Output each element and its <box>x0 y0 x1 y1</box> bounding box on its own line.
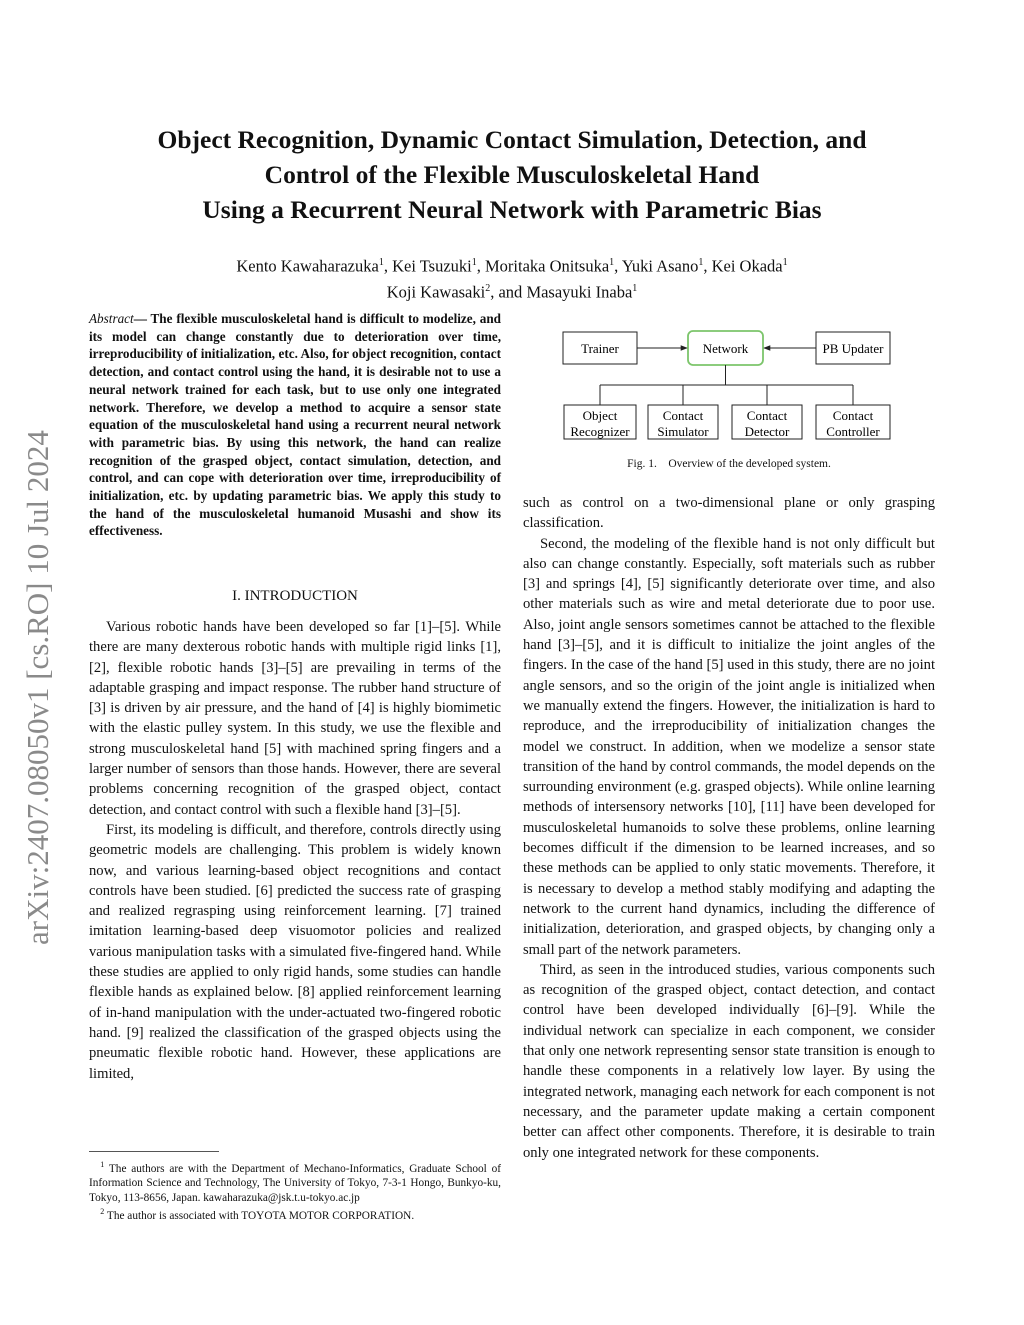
author-separator: , and <box>490 282 527 301</box>
contact-detector-label-1: Contact <box>746 408 788 423</box>
abstract-text: The flexible musculoskeletal hand is difficult to modelize, and its model can change constantly due to deterioration over time, irreproducibility of initialization, etc. Also, for object recognition, contact detection, and contact control using the hand, it is desirable not to use a neural network trained for each task, but to use only one integrated network. Therefore, we develop a method to acquire a sensor state equation of the musculoskeletal hand using a recurrent neural network with parametric bias. By using this network, the hand can realize recognition of the grasped object, contact simulation, detection, and control, and can cope with deterioration over time, irreproducibility of initialization, etc. by updating parametric bias. We apply this study to the hand of the musculoskeletal humanoid Musashi and show its effectiveness. <box>89 311 502 539</box>
author-name: Koji Kawasaki <box>386 282 486 301</box>
arxiv-identifier: arXiv:2407.08050v1 [cs.RO] 10 Jul 2024 <box>20 430 55 945</box>
author-affiliation-mark: 1 <box>632 282 638 294</box>
author-affiliation-mark: 2 <box>485 282 491 294</box>
author-name: Yuki Asano <box>621 256 699 276</box>
author-affiliation-mark: 1 <box>378 257 384 268</box>
figure-caption: Fig. 1. Overview of the developed system. <box>627 458 831 470</box>
contact-controller-label-1: Contact <box>832 408 874 423</box>
author-name: Masayuki Inaba <box>526 282 633 301</box>
author-name: Moritaka Onitsuka <box>484 256 610 276</box>
author-separator: , <box>476 256 485 276</box>
title-line-2: Control of the Flexible Musculoskeletal Hand <box>264 160 760 189</box>
author-line-2 <box>90 278 934 304</box>
footnote-2-text: The author is associated with TOYOTA MOTOR CORPORATION. <box>106 1209 415 1222</box>
trainer-label: Trainer <box>581 341 619 356</box>
contact-simulator-label-1: Contact <box>662 408 704 423</box>
right-paragraph-1: such as control on a two-dimensional plane or only grasping classification. <box>523 495 935 532</box>
contact-controller-label-2: Controller <box>826 424 880 439</box>
section-heading: I. INTRODUCTION <box>232 588 358 604</box>
intro-paragraph-1: Various robotic hands have been developed so far [1]–[5]. While there are many dexterous robotic hands with multiple rigid links [1], [2], flexible robotic hands [3]–[5] are prevailing in terms of the adaptable grasping and impact response. The rubber hand structure of [3] is driven by air pressure, and the hand of [4] is highly biomimetic with the elastic pulley system. In this study, we use the flexible and strong musculoskeletal hand [5] with machined spring fingers and a larger number of sensors than those hands. However, there are several problems concerning recognition of the grasped object, contact detection, and contact control with such a flexible hand [3]–[5]. <box>89 619 501 818</box>
contact-detector-label-2: Detector <box>744 424 790 439</box>
left-column-body <box>89 617 501 1084</box>
author-name: Kei Okada <box>711 256 783 276</box>
author-separator: , <box>383 256 393 276</box>
footnote-rule <box>89 1151 219 1152</box>
abstract <box>89 310 501 540</box>
object-recognizer-label-2: Recognizer <box>570 424 630 439</box>
right-paragraph-3: Third, as seen in the introduced studies, various components such as recognition of the grasped object, contact detection, and contact control have been developed individually [6]–[9]. While the individual network can specialize in each component, we consider that only one network representing sensor state transition is enough to handle these components in a relatively low layer. By using the integrated network, managing each network for each component is not necessary, and the parameter update making a certain component better can affect other components. Therefore, it is desirable to train only one integrated network for these components. <box>523 961 935 1161</box>
network-label: Network <box>702 341 749 356</box>
footnote-2 <box>89 1205 501 1223</box>
footnote-1-mark: 1 <box>100 1160 105 1169</box>
author-name: Kei Tsuzuki <box>392 256 472 276</box>
author-affiliation-mark: 1 <box>471 257 477 268</box>
author-separator: , <box>614 256 622 276</box>
footnote-1-text: The authors are with the Department of Mechano-Informatics, Graduate School of Information Science and Technology, The University of Tokyo, 7-3-1 Hongo, Bunkyo-ku, Tokyo, 113-8656, Japan. kawaharazuka@jsk.t.u-tokyo.ac.jp <box>89 1162 502 1204</box>
footnotes <box>89 1158 501 1223</box>
author-affiliation-mark: 1 <box>698 257 704 268</box>
object-recognizer-label-1: Object <box>582 408 618 423</box>
paper-title <box>90 122 934 227</box>
system-overview-diagram <box>560 325 900 445</box>
author-list <box>90 252 934 303</box>
footnote-1 <box>89 1158 501 1205</box>
title-line-3: Using a Recurrent Neural Network with Parametric Bias <box>202 195 822 224</box>
contact-simulator-label-2: Simulator <box>657 424 709 439</box>
right-paragraph-2: Second, the modeling of the flexible hand is not only difficult but also can change constantly. Especially, soft materials such as rubber [3] and springs [4], [5] significantly deteriorate over time, and also other materials such as wire and metal deteriorate due to poor use. Also, joint angle sensors sometimes cannot be attached to the flexible hand [3]–[5], and it is difficult to initialize the joint angles of the fingers. In the case of the hand [5] used in this study, there are no joint angle sensors, and so the origin of the joint angle is initialized when we manually extend the fingers. However, the initialization is hard to reproduce, and the irreproducibility of initialization changes the model we construct. In addition, when we modelize a sensor state transition of the hand by control commands, the model depends on the surrounding environment (e.g. grasped objects). While online learning methods of intersensory networks [10], [11] have been developed for musculoskeletal humanoids to solve these problems, online learning becomes difficult if the dimension to be learned increases, and so these methods can be applied to only static movements. Therefore, it is necessary to develop a method stably modifying and adapting the network to the current hand dynamics, including the difference of initialization, deterioration, and grasped objects, by changing only a small part of the network parameters. <box>523 535 935 958</box>
author-line-1 <box>90 252 934 278</box>
author-name: Kento Kawaharazuka <box>236 256 379 276</box>
abstract-label: Abstract <box>89 311 134 326</box>
abstract-dash: — <box>133 311 151 326</box>
title-line-1: Object Recognition, Dynamic Contact Simulation, Detection, and <box>157 125 867 154</box>
author-affiliation-mark: 1 <box>609 257 615 268</box>
footnote-2-mark: 2 <box>100 1206 105 1216</box>
author-affiliation-mark: 1 <box>782 257 788 268</box>
pb-updater-label: PB Updater <box>822 341 884 356</box>
intro-paragraph-2: First, its modeling is difficult, and therefore, controls directly using geometric models are challenging. This problem is widely known now, and various learning-based object recognitions and contact controls have been studied. [6] predicted the success rate of grasping and realized regrasping using reinforcement learning. [7] trained imitation learning-based deep visuomotor policies and realized various manipulation tasks with a simulated five-fingered hand. While these studies are applied to only rigid hands, some studies can handle flexible hands as explained below. [8] applied reinforcement learning of in-hand manipulation with the under-actuated two-fingered robotic hand. [9] realized the classification of the grasped objects using the pneumatic flexible robotic hand. However, these applications are limited, <box>89 821 501 1082</box>
right-column-body <box>523 493 935 1163</box>
author-separator: , <box>703 256 712 276</box>
